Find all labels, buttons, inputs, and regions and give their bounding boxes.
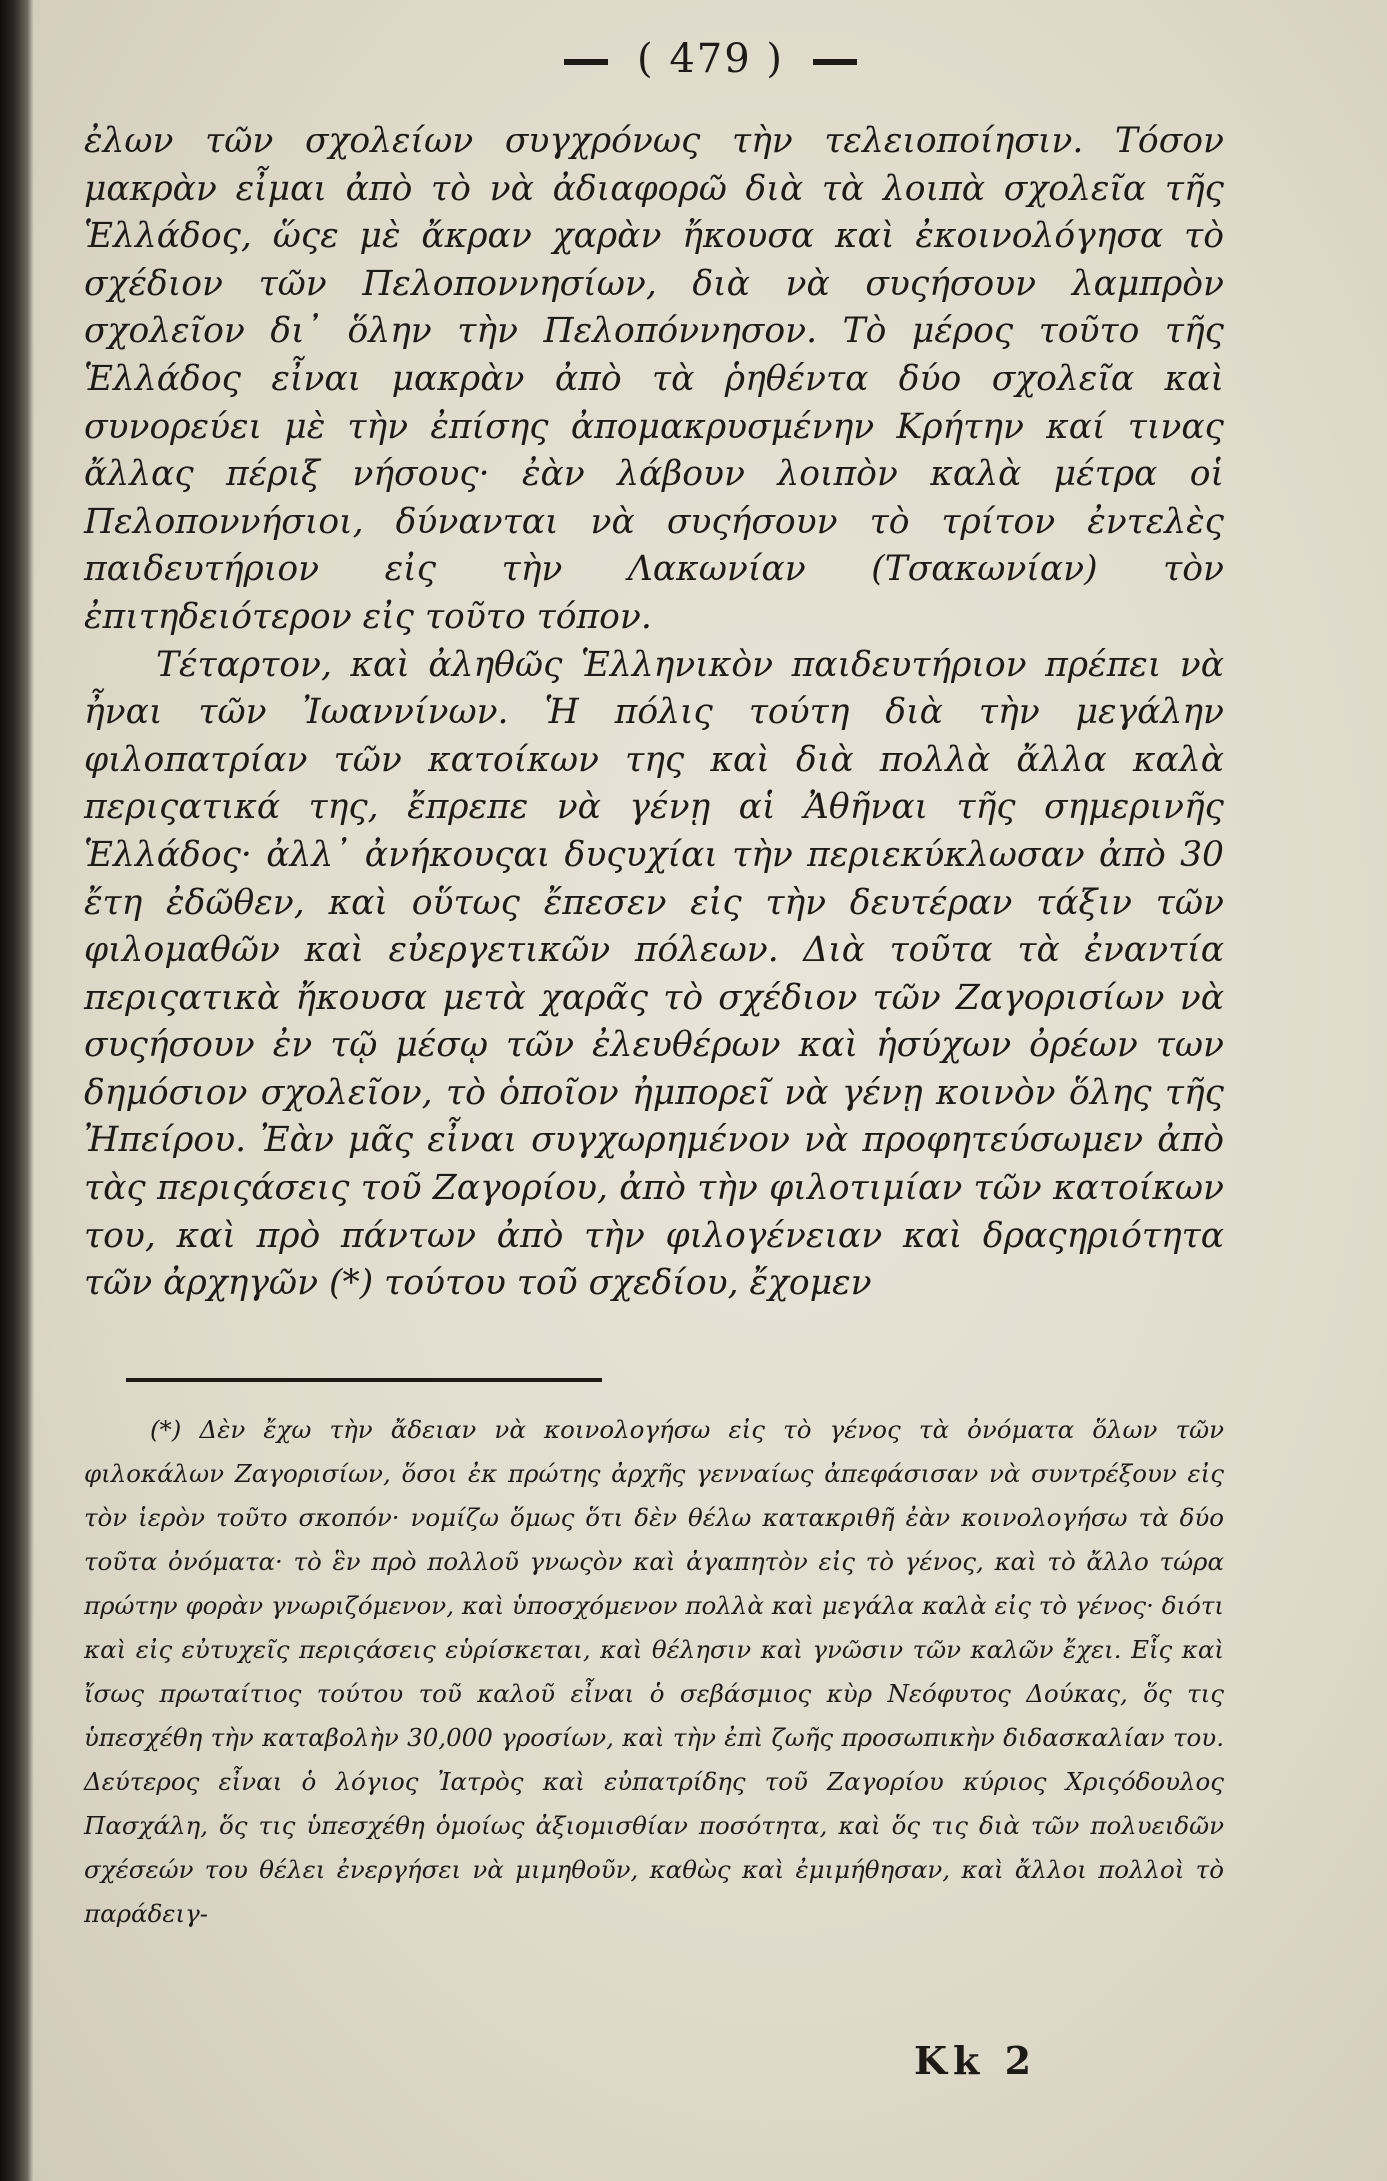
page-number-close: ) [766, 36, 784, 82]
header-dash-right [813, 59, 857, 65]
main-text [84, 118, 1224, 1308]
page-gutter-shadow [0, 0, 34, 2181]
footnote-rule [126, 1378, 602, 1382]
page-number-open: ( [636, 36, 655, 82]
paragraph-1: ἐλων τῶν σχολείων συγχρόνως τὴν τελειοποίησιν. Τόσον μακρὰν εἶμαι ἀπὸ τὸ νὰ ἀδιαφορῶ διὰ τὰ λοιπὰ σχολεῖα τῆς Ἑλλάδος, ὥςε μὲ ἄκραν χαρὰν ἤκουσα καὶ ἐκοινολόγησα τὸ σχέδιον τῶν Πελοποννησίων, διὰ νὰ συςήσουν λαμπρὸν σχολεῖον δι᾽ ὅλην τὴν Πελοπόννησον. Τὸ μέρος τοῦτο τῆς Ἑλλάδος εἶναι μακρὰν ἀπὸ τὰ ῥηθέντα δύο σχολεῖα καὶ συνορεύει μὲ τὴν ἐπίσης ἀπομακρυσμένην Κρήτην καί τινας ἄλλας πέριξ νήσους· ἐὰν λάβουν λοιπὸν καλὰ μέτρα οἱ Πελοποννήσιοι, δύνανται νὰ συςήσουν τὸ τρίτον ἐντελὲς παιδευτήριον εἰς τὴν Λακωνίαν (Τσακωνίαν) τὸν ἐπιτηδειότερον εἰς τοῦτο τόπον. [84, 121, 1224, 637]
printer-signature: Kk 2 [914, 2038, 1038, 2083]
header-dash-left [564, 59, 608, 65]
page-header [34, 36, 1387, 82]
footnote [84, 1408, 1224, 1936]
page-number: 479 [669, 36, 752, 82]
book-page [34, 0, 1387, 2181]
paragraph-2: Τέταρτον, καὶ ἀληθῶς Ἑλληνικὸν παιδευτήριον πρέπει νὰ ἦναι τῶν Ἰωαννίνων. Ἡ πόλις τούτη διὰ τὴν μεγάλην φιλοπατρίαν τῶν κατοίκων της καὶ διὰ πολλὰ ἄλλα καλὰ περιςατικά της, ἔπρεπε νὰ γένῃ αἱ Ἀθῆναι τῆς σημερινῆς Ἑλλάδος· ἀλλ᾽ ἀνήκουςαι δυςυχίαι τὴν περιεκύκλωσαν ἀπὸ 30 ἔτη ἐδῶθεν, καὶ οὕτως ἔπεσεν εἰς τὴν δευτέραν τάξιν τῶν φιλομαθῶν καὶ εὐεργετικῶν πόλεων. Διὰ τοῦτα τὰ ἐναντία περιςατικὰ ἤκουσα μετὰ χαρᾶς τὸ σχέδιον τῶν Ζαγορισίων νὰ συςήσουν ἐν τῷ μέσῳ τῶν ἐλευθέρων καὶ ἡσύχων ὀρέων των δημόσιον σχολεῖον, τὸ ὁποῖον ἠμπορεῖ νὰ γένῃ κοινὸν ὅλης τῆς Ἠπείρου. Ἐὰν μᾶς εἶναι συγχωρημένον νὰ προφητεύσωμεν ἀπὸ τὰς περιςάσεις τοῦ Ζαγορίου, ἀπὸ τὴν φιλοτιμίαν τῶν κατοίκων του, καὶ πρὸ πάντων ἀπὸ τὴν φιλογένειαν καὶ δραςηριότητα τῶν ἀρχηγῶν (*) τούτου τοῦ σχεδίου, ἔχομεν [84, 644, 1224, 1304]
footnote-text: (*) Δὲν ἔχω τὴν ἄδειαν νὰ κοινολογήσω εἰς τὸ γένος τὰ ὀνόματα ὅλων τῶν φιλοκάλων Ζαγορισίων, ὅσοι ἐκ πρώτης ἀρχῆς γενναίως ἀπεφάσισαν νὰ συντρέξουν εἰς τὸν ἱερὸν τοῦτο σκοπόν· νομίζω ὅμως ὅτι δὲν θέλω κατακριθῆ ἐὰν κοινολογήσω τὰ δύο τοῦτα ὀνόματα· τὸ ἓν πρὸ πολλοῦ γνωςὸν καὶ ἀγαπητὸν εἰς τὸ γένος, καὶ τὸ ἄλλο τώρα πρώτην φορὰν γνωριζόμενον, καὶ ὑποσχόμενον πολλὰ καὶ μεγάλα καλὰ εἰς τὸ γένος· διότι καὶ εἰς εὐτυχεῖς περιςάσεις εὑρίσκεται, καὶ θέλησιν καὶ γνῶσιν τῶν καλῶν ἔχει. Εἷς καὶ ἴσως πρωταίτιος τούτου τοῦ καλοῦ εἶναι ὁ σεβάσμιος κὺρ Νεόφυτος Δούκας, ὅς τις ὑπεσχέθη τὴν καταβολὴν 30,000 γροσίων, καὶ τὴν ἐπὶ ζωῆς προσωπικὴν διδασκαλίαν του. Δεύτερος εἶναι ὁ λόγιος Ἰατρὸς καὶ εὐπατρίδης τοῦ Ζαγορίου κύριος Χριςόδουλος Πασχάλη, ὅς τις ὑπεσχέθη ὁμοίως ἀξιομισθίαν ποσότητα, καὶ ὅς τις διὰ τῶν πολυειδῶν σχέσεών του θέλει ἐνεργήσει νὰ μιμηθοῦν, καθὼς καὶ ἐμιμήθησαν, καὶ ἄλλοι πολλοὶ τὸ παράδειγ- [84, 1415, 1224, 1928]
